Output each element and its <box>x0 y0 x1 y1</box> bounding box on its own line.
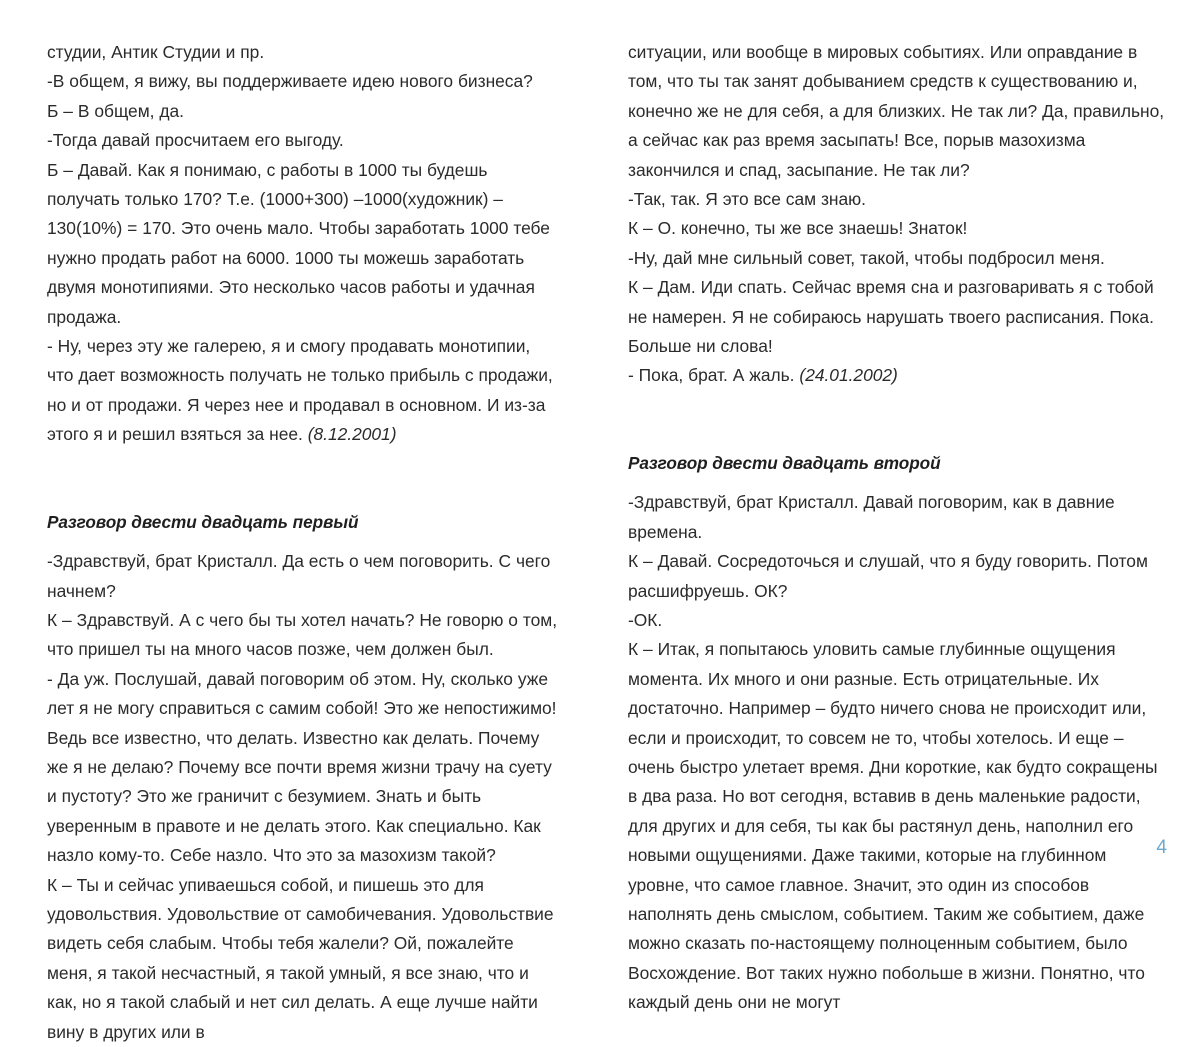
heading-spacer <box>628 478 1170 488</box>
section-spacer <box>628 391 1170 449</box>
paragraph: Б – В общем, да. <box>47 100 184 121</box>
paragraph: -Тогда давай просчитаем его выгоду. <box>47 130 344 151</box>
paragraph: К – О. конечно, ты же все знаешь! Знаток! <box>628 218 968 239</box>
paragraph: К – Давай. Сосредоточься и слушай, что я буду говорить. Потом расшифруешь. ОК? <box>628 551 1148 601</box>
right-text-column <box>564 38 1200 1018</box>
section-heading: Разговор двести двадцать первый <box>47 511 359 532</box>
section-spacer <box>47 450 560 508</box>
two-column-text-body <box>0 38 1200 1047</box>
paragraph-with-date <box>628 361 1170 390</box>
paragraph: студии, Антик Студии и пр. <box>47 42 265 62</box>
page-number: 4 <box>1156 837 1167 858</box>
paragraph: Б – Давай. Как я понимаю, с работы в 1000 ты будешь получать только 170? Т.е. (1000+300) –1000(художник) – 130(10%) = 170. Это очень мало. Чтобы заработать 1000 тебе нужно продать работ на 6000. 1000 ты можешь заработать двумя монотипиями. Это несколько часов работы и удачная продажа. <box>47 159 550 327</box>
paragraph: -Так, так. Я это все сам знаю. <box>628 189 866 210</box>
section-heading: Разговор двести двадцать второй <box>628 452 941 473</box>
paragraph: ситуации, или вообще в мировых событиях. Или оправдание в том, что ты так занят добыванием средств к существованию и, конечно же не для себя, а для близких. Не так ли? Да, правильно, а сейчас как раз время засыпать! Все, порыв мазохизма закончился и спад, засыпание. Не так ли? <box>628 42 1165 180</box>
paragraph: -В общем, я вижу, вы поддерживаете идею нового бизнеса? <box>47 71 533 92</box>
paragraph: -Здравствуй, брат Кристалл. Да есть о чем поговорить. С чего начнем? <box>47 551 551 601</box>
paragraph-text: - Пока, брат. А жаль. <box>628 365 800 386</box>
paragraph-text: - Ну, через эту же галерею, я и смогу продавать монотипии, что дает возможность получать не только прибыль с продажи, но и от продажи. Я через нее и продавал в основном. И из-за этого я и решил взяться за нее. <box>47 336 553 445</box>
paragraph: К – Здравствуй. А с чего бы ты хотел начать? Не говорю о том, что пришел ты на много часов позже, чем должен был. <box>47 609 558 660</box>
paragraph: К – Дам. Иди спать. Сейчас время сна и разговаривать я с тобой не намерен. Я не собираюсь нарушать твоего расписания. Пока. Больше ни слова! <box>628 277 1154 357</box>
paragraph: -ОК. <box>628 609 663 630</box>
paragraph: - Да уж. Послушай, давай поговорим об этом. Ну, сколько уже лет я не могу справиться с самим собой! Это же непостижимо! Ведь все известно, что делать. Известно как делать. Почему же я не делаю? Почему все почти время жизни трачу на суету и пустоту? Это же граничит с безумием. Знать и быть уверенным в правоте и не делать этого. Как специально. Как назло кому-то. Себе назло. Что это за мазохизм такой? <box>47 668 557 866</box>
heading-spacer <box>47 537 560 547</box>
paragraph-with-date <box>47 332 560 450</box>
entry-date: (24.01.2002) <box>799 365 898 386</box>
paragraph: К – Ты и сейчас упиваешься собой, и пишешь это для удовольствия. Удовольствие от самобичевания. Удовольствие видеть себя слабым. Чтобы тебя жалели? Ой, пожалейте меня, я такой несчастный, я такой умный, я все знаю, что и как, но я такой слабый и нет сил делать. А еще лучше найти вину в других или в <box>47 874 554 1042</box>
entry-date: (8.12.2001) <box>307 424 397 445</box>
paragraph: -Здравствуй, брат Кристалл. Давай поговорим, как в давние времена. <box>628 492 1115 542</box>
left-text-column <box>0 38 564 1047</box>
paragraph: -Ну, дай мне сильный совет, такой, чтобы подбросил меня. <box>628 247 1105 268</box>
paragraph: К – Итак, я попытаюсь уловить самые глубинные ощущения момента. Их много и они разные. Есть отрицательные. Их достаточно. Например – будто ничего снова не происходит или, если и происходит, то совсем не то, чтобы хотелось. И еще – очень быстро улетает время. Дни короткие, как будто сокращены в два раза. Но вот сегодня, вставив в день маленькие радости, для других и для себя, ты как бы растянул день, наполнил его новыми ощущениями. Даже такими, которые на глубинном уровне, что самое главное. Значит, это один из способов наполнять день смыслом, событием. Таким же событием, даже можно сказать по-настоящему полноценным событием, было Восхождение. Вот таких нужно побольше в жизни. Понятно, что каждый день они не могут <box>628 639 1158 1013</box>
